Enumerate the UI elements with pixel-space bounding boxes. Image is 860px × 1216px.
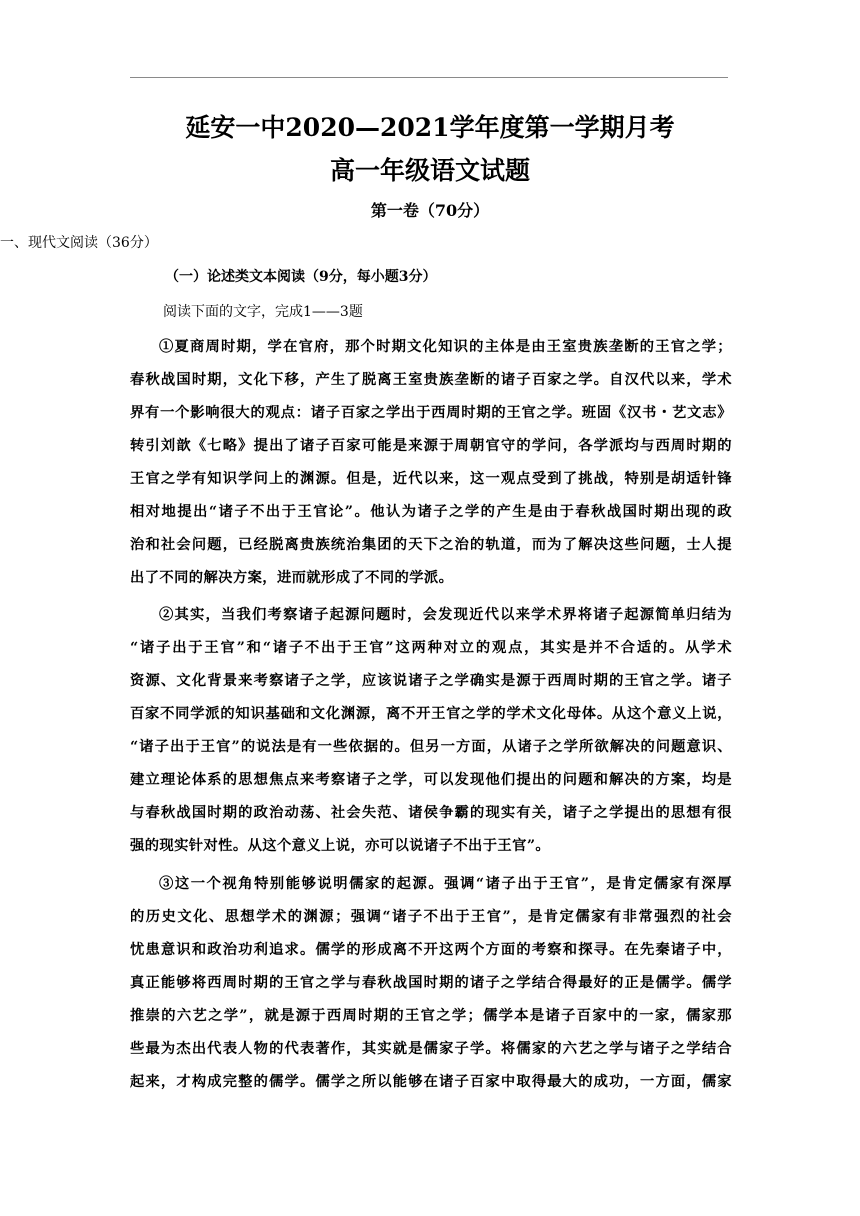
- paragraph-3: [130, 868, 732, 1099]
- text-line: 资源、文化背景来考察诸子之学，应该说诸子之学确实是源于西周时期的王官之学。诸子: [130, 673, 732, 689]
- text-line: 相对地提出“诸子不出于王官论”。他认为诸子之学的产生是由于春秋战国时期出现的政: [130, 504, 732, 520]
- text-line: 界有一个影响很大的观点：诸子百家之学出于西周时期的王官之学。班固《汉书・艺文志》: [130, 405, 732, 421]
- text-line: 真正能够将西周时期的王官之学与春秋战国时期的诸子之学结合得最好的正是儒学。儒学: [130, 975, 732, 991]
- text-line: 推崇的六艺之学”，就是源于西周时期的王官之学；儒学本是诸子百家中的一家，儒家那: [130, 1008, 732, 1024]
- text-line: 强的现实针对性。从这个意义上说，亦可以说诸子不出于王官”。: [130, 838, 551, 854]
- text-line: 忧患意识和政治功利追求。儒学的形成离不开这两个方面的考察和探寻。在先秦诸子中，: [130, 942, 732, 958]
- subsection-heading: （一）论述类文本阅读（9分，每小题3分）: [165, 269, 437, 285]
- text-line: “诸子出于王官”和“诸子不出于王官”这两种对立的观点，其实是并不合适的。从学术: [130, 640, 732, 656]
- paragraph-2: [130, 599, 732, 863]
- header-rule: [130, 77, 728, 78]
- text-line: 与春秋战国时期的政治动荡、社会失范、诸侯争霸的现实有关，诸子之学提出的思想有很: [130, 805, 732, 821]
- text-line: ②其实，当我们考察诸子起源问题时，会发现近代以来学术界将诸子起源简单归结为: [159, 607, 732, 623]
- volume-heading: 第一卷（70分）: [370, 201, 490, 220]
- reading-instruction: 阅读下面的文字，完成1——3题: [163, 304, 363, 320]
- text-line: 出了不同的解决方案，进而就形成了不同的学派。: [130, 570, 454, 586]
- text-line: 治和社会问题，已经脱离贵族统治集团的天下之治的轨道，而为了解决这些问题，士人提: [130, 537, 732, 553]
- text-line: 转引刘歆《七略》提出了诸子百家可能是来源于周朝官守的学问，各学派均与西周时期的: [130, 438, 732, 454]
- section-heading: 一、现代文阅读（36分）: [0, 235, 158, 251]
- text-line: “诸子出于王官”的说法是有一些依据的。但另一方面，从诸子之学所欲解决的问题意识、: [130, 739, 732, 755]
- text-line: 起来，才构成完整的儒学。儒学之所以能够在诸子百家中取得最大的成功，一方面，儒家: [130, 1074, 732, 1090]
- exam-title: 延安一中2020—2021学年度第一学期月考: [185, 113, 675, 142]
- text-line: ③这一个视角特别能够说明儒家的起源。强调“诸子出于王官”，是肯定儒家有深厚: [159, 876, 732, 892]
- text-line: ①夏商周时期，学在官府，那个时期文化知识的主体是由王室贵族垄断的王官之学；: [159, 339, 732, 355]
- exam-subtitle: 高一年级语文试题: [329, 156, 530, 185]
- text-line: 春秋战国时期，文化下移，产生了脱离王室贵族垄断的诸子百家之学。自汉代以来，学术: [130, 372, 732, 388]
- paragraph-1: [130, 331, 732, 595]
- text-line: 些最为杰出代表人物的代表著作，其实就是儒家子学。将儒家的六艺之学与诸子之学结合: [130, 1041, 732, 1057]
- text-line: 百家不同学派的知识基础和文化渊源，离不开王官之学的学术文化母体。从这个意义上说，: [130, 706, 732, 722]
- text-line: 建立理论体系的思想焦点来考察诸子之学，可以发现他们提出的问题和解决的方案，均是: [130, 772, 732, 788]
- text-line: 王官之学有知识学问上的渊源。但是，近代以来，这一观点受到了挑战，特别是胡适针锋: [130, 471, 732, 487]
- text-line: 的历史文化、思想学术的渊源；强调“诸子不出于王官”，是肯定儒家有非常强烈的社会: [130, 909, 732, 925]
